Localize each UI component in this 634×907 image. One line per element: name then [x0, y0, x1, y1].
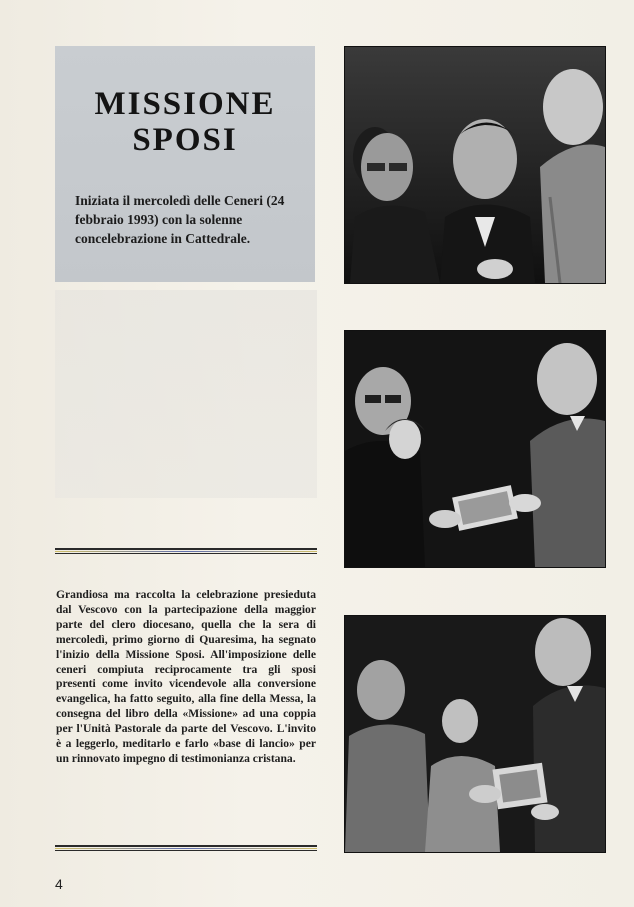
title-line-2: SPOSI [132, 122, 238, 158]
photo-2 [344, 330, 606, 568]
article-title [55, 86, 315, 158]
double-rule-bottom [55, 845, 317, 851]
title-box [55, 46, 315, 282]
double-rule-top [55, 548, 317, 554]
photo-1 [344, 46, 606, 284]
photo-3 [344, 615, 606, 853]
article-body: Grandiosa ma raccolta la celebrazione presieduta dal Vescovo con la partecipazione della maggior parte del clero diocesano, quella che la sera di mercoledì, primo giorno di Quaresima, ha segnato l'inizio della Missione Sposi. All'imposizione delle ceneri compiuta reciprocamente tra gli sposi presenti come invito vicendevole alla conversione evangelica, ha fatto seguito, alla fine della Messa, la consegna del libro della «Missione» ad una coppia per l'Unità Pastorale da parte del Vescovo. L'invito è a leggerlo, meditarlo e farlo «base di lancio» per un rinnovato impegno di testimonianza cristana. [56, 588, 316, 765]
page-number: 4 [55, 876, 63, 892]
photo-3-image [345, 616, 605, 852]
show-through-panel [55, 290, 317, 498]
title-line-1: MISSIONE [94, 86, 276, 122]
article-subtitle: Iniziata il mercoledì delle Ceneri (24 febbraio 1993) con la solenne concelebrazione in Cattedrale. [75, 193, 285, 246]
photo-2-image [345, 331, 605, 567]
photo-1-image [345, 47, 605, 283]
